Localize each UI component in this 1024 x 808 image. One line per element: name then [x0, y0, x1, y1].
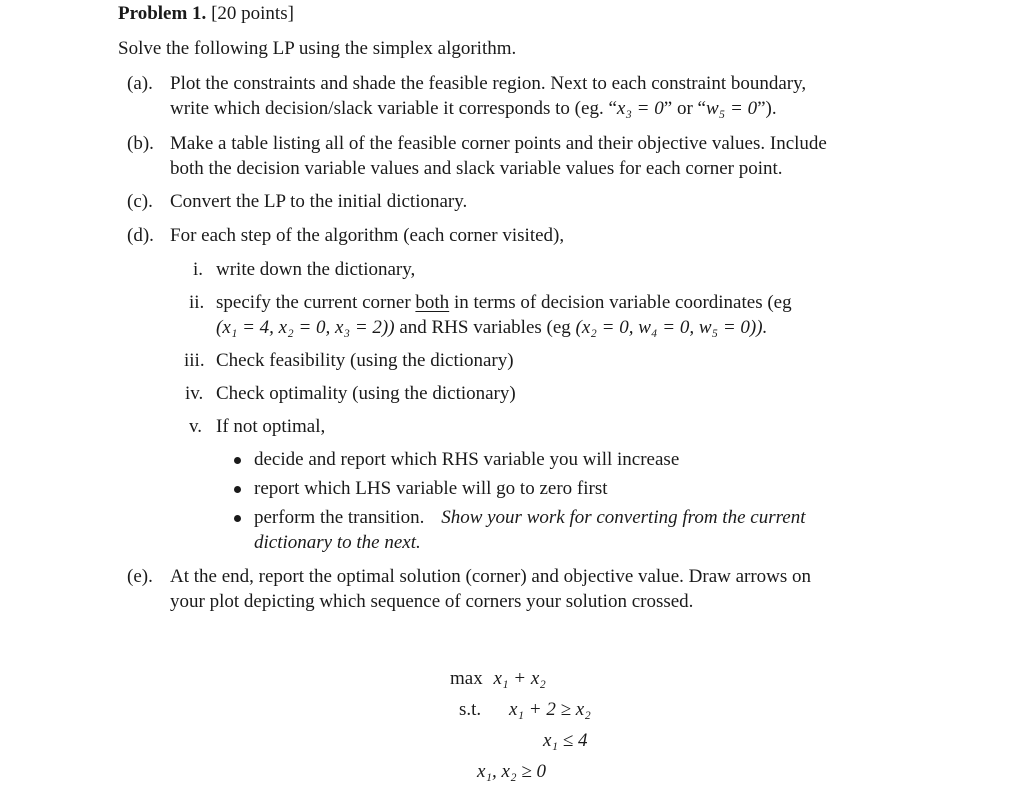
problem-points: [20 points] — [211, 3, 294, 24]
part-c-label: (c). — [127, 191, 153, 212]
problem-heading: Problem 1. — [118, 3, 207, 24]
part-e-label: (e). — [127, 566, 153, 587]
step-v-text: If not optimal, — [216, 416, 326, 437]
bullet-text-1: decide and report which RHS variable you will increase — [254, 449, 680, 470]
lp-st-label: s.t. — [459, 699, 482, 720]
part-d-label: (d). — [127, 225, 154, 246]
step-ii-both-underlined: both — [415, 292, 450, 313]
part-a-line2-start: write which decision/slack variable it corresponds to (eg. “ — [170, 98, 617, 119]
problem-intro: Solve the following LP using the simplex algorithm. — [118, 38, 517, 59]
step-ii-line1-end: in terms of decision variable coordinates (eg — [453, 292, 792, 313]
bullet-text-2: report which LHS variable will go to zero first — [254, 478, 608, 499]
bullet-dot-1 — [234, 457, 241, 464]
lp-constraint-nonneg: x₁, x₂ ≥ 0 — [477, 761, 547, 782]
part-a-line1: Plot the constraints and shade the feasible region. Next to each constraint boundary, — [170, 73, 807, 94]
step-ii-line2-mid: and RHS variables (eg — [399, 317, 571, 338]
part-b-line1: Make a table listing all of the feasible corner points and their objective values. Include — [170, 133, 827, 154]
part-a-example-x3: x₃ = 0 — [616, 98, 664, 119]
part-a-line2-mid: ” or “ — [663, 98, 706, 119]
step-iii-text: Check feasibility (using the dictionary) — [216, 350, 514, 371]
bullet-dot-3 — [234, 515, 241, 522]
part-a-example-w5: w₅ = 0 — [705, 98, 758, 119]
problem-heading-line — [118, 3, 294, 25]
step-ii-line2 — [216, 317, 767, 339]
lp-constraint-2: x₁ ≤ 4 — [543, 730, 588, 751]
step-ii-label: ii. — [189, 292, 205, 313]
part-b-line2: both the decision variable values and slack variable values for each corner point. — [170, 158, 783, 179]
lp-max-label: max — [450, 668, 483, 689]
step-i-text: write down the dictionary, — [216, 259, 416, 280]
step-iii-label: iii. — [184, 350, 205, 371]
bullet-text-3-line2: dictionary to the next. — [254, 532, 421, 553]
lp-constraint-1: x₁ + 2 ≥ x₂ — [509, 699, 591, 720]
part-e-line2: your plot depicting which sequence of corners your solution crossed. — [170, 591, 694, 612]
part-d-line1: For each step of the algorithm (each corner visited), — [170, 225, 565, 246]
step-iv-text: Check optimality (using the dictionary) — [216, 383, 516, 404]
lp-objective-line — [450, 668, 546, 690]
bullet-text-3-plain: perform the transition. — [254, 507, 425, 528]
part-a-label: (a). — [127, 73, 153, 94]
step-iv-label: iv. — [185, 383, 204, 404]
bullet-text-3-italic: Show your work for converting from the current — [441, 507, 806, 528]
step-v-label: v. — [189, 416, 203, 437]
step-ii-decision-example: (x₁ = 4, x₂ = 0, x₃ = 2)) — [216, 317, 395, 338]
step-ii-line1-start: specify the current corner — [216, 292, 411, 313]
part-c-line1: Convert the LP to the initial dictionary. — [170, 191, 468, 212]
step-i-label: i. — [193, 259, 204, 280]
part-b-label: (b). — [127, 133, 154, 154]
step-ii-line1 — [216, 292, 792, 314]
lp-objective: x₁ + x₂ — [493, 668, 546, 689]
part-e-line1: At the end, report the optimal solution (corner) and objective value. Draw arrows on — [170, 566, 812, 587]
bullet-dot-2 — [234, 486, 241, 493]
part-a-line2-end: ”). — [757, 98, 777, 119]
part-a-line2 — [170, 98, 777, 120]
step-ii-rhs-example: (x₂ = 0, w₄ = 0, w₅ = 0)). — [575, 317, 768, 338]
bullet-text-3-line1 — [254, 507, 806, 529]
